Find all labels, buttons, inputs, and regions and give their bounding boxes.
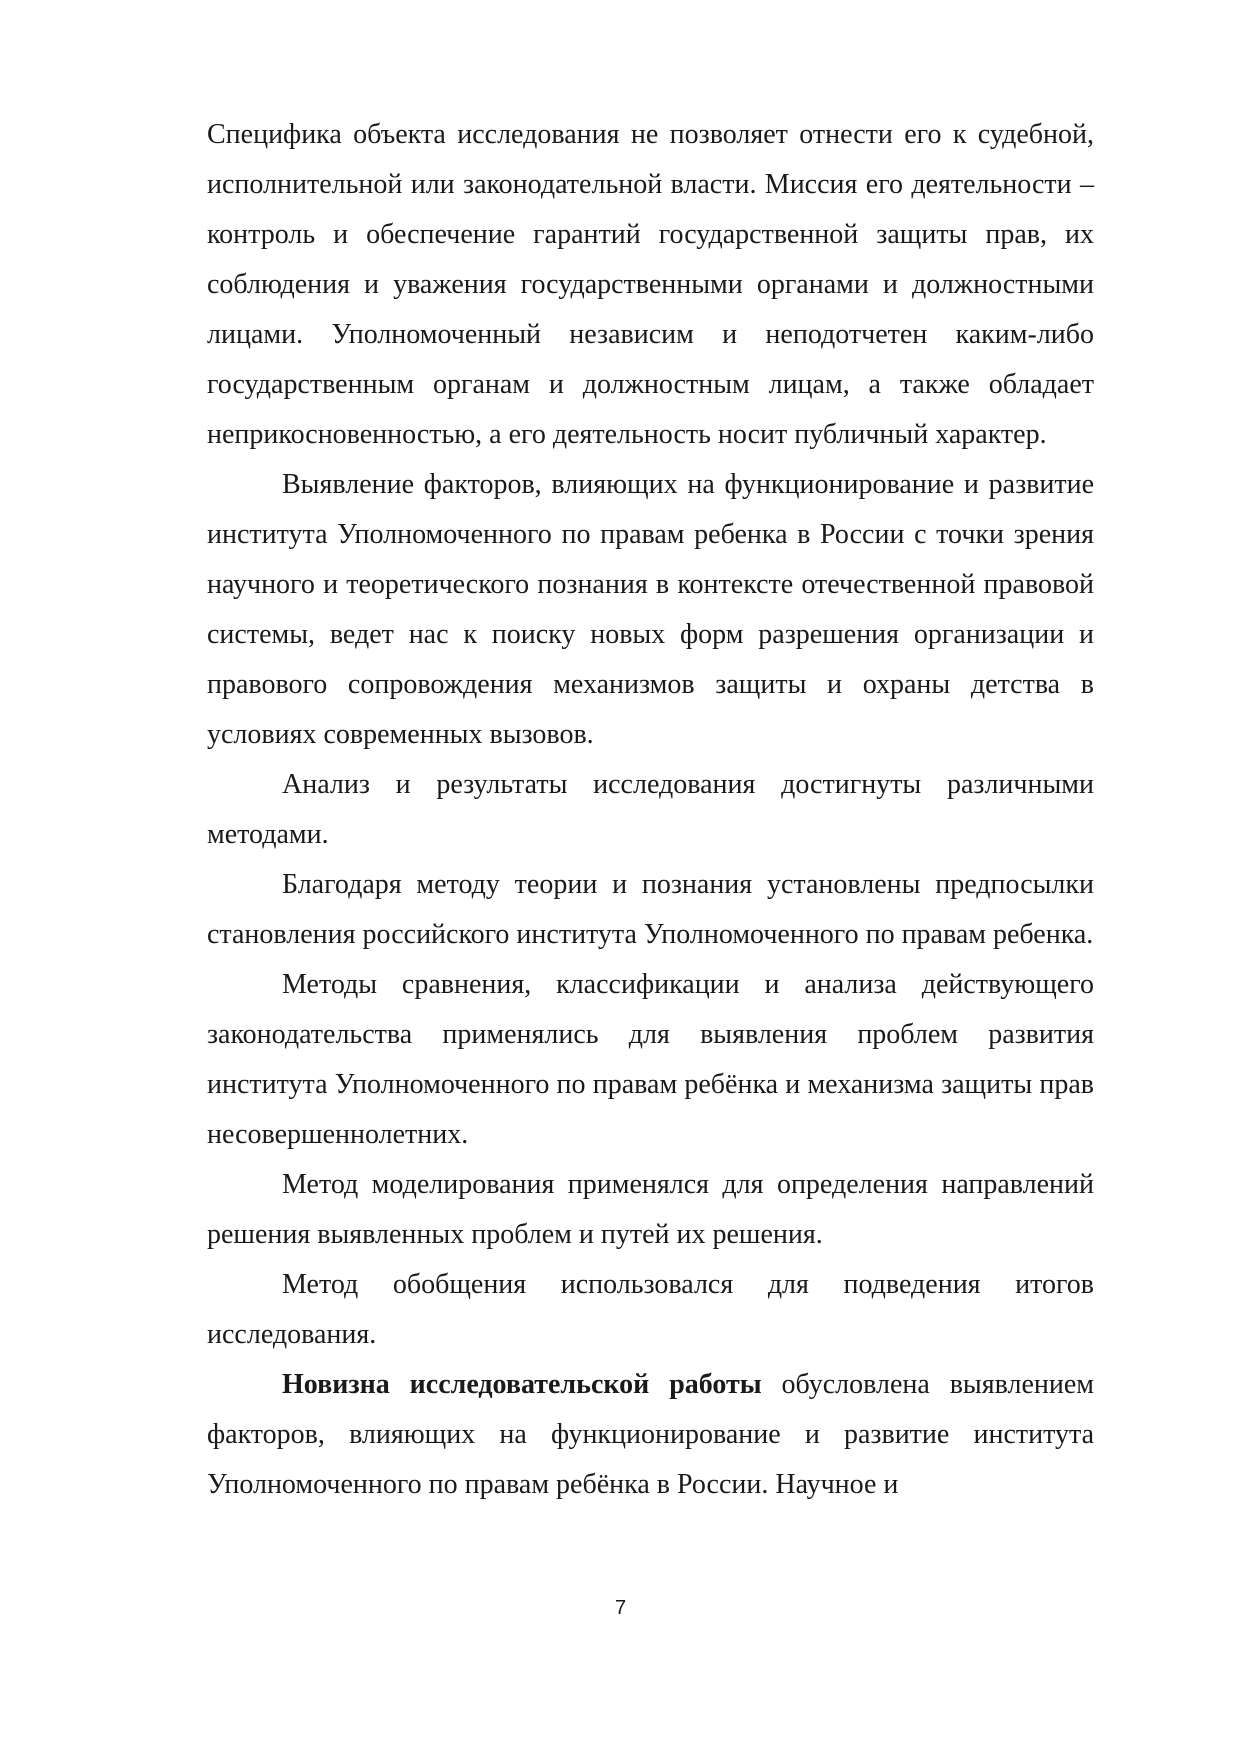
paragraph-modeling-method: Метод моделирования применялся для определения направлений решения выявленных проблем и путей их решения. [207, 1169, 1094, 1250]
paragraph-generalization-method: Метод обобщения использовался для подведения итогов исследования. [207, 1269, 1094, 1350]
paragraph-object-specifics: Специфика объекта исследования не позволяет отнести его к судебной, исполнительной или законодательной власти. Миссия его деятельности – контроль и обеспечение гарантий государственной защиты прав, их соблюдения и уважения государственными органами и должностными лицами. Уполномоченный независим и неподотчетен каким-либо государственным органам и должностным лицам, а также обладает неприкосновенностью, а его деятельность носит публичный характер. [207, 119, 1094, 450]
page-number: 7 [614, 1597, 627, 1619]
body-text [207, 110, 1094, 1510]
paragraph-novelty [207, 1360, 1094, 1510]
paragraph-factors: Выявление факторов, влияющих на функционирование и развитие института Уполномоченного по правам ребенка в России с точки зрения научного и теоретического познания в контексте отечественной правовой системы, ведет нас к поиску новых форм разрешения организации и правового сопровождения механизмов защиты и охраны детства в условиях современных вызовов. [207, 469, 1094, 750]
novelty-text: обусловлена выявлением факторов, влияющих на функционирование и развитие института Уполномоченного по правам ребёнка в России. Научное и [207, 1369, 1094, 1500]
paragraph-comparison-methods: Методы сравнения, классификации и анализа действующего законодательства применялись для выявления проблем развития института Уполномоченного по правам ребёнка и механизма защиты прав несовершеннолетних. [207, 969, 1094, 1150]
paragraph-theory-method: Благодаря методу теории и познания установлены предпосылки становления российского института Уполномоченного по правам ребенка. [207, 869, 1094, 950]
novelty-heading: Новизна исследовательской работы [282, 1369, 762, 1400]
paragraph-analysis-methods: Анализ и результаты исследования достигнуты различными методами. [207, 769, 1094, 850]
